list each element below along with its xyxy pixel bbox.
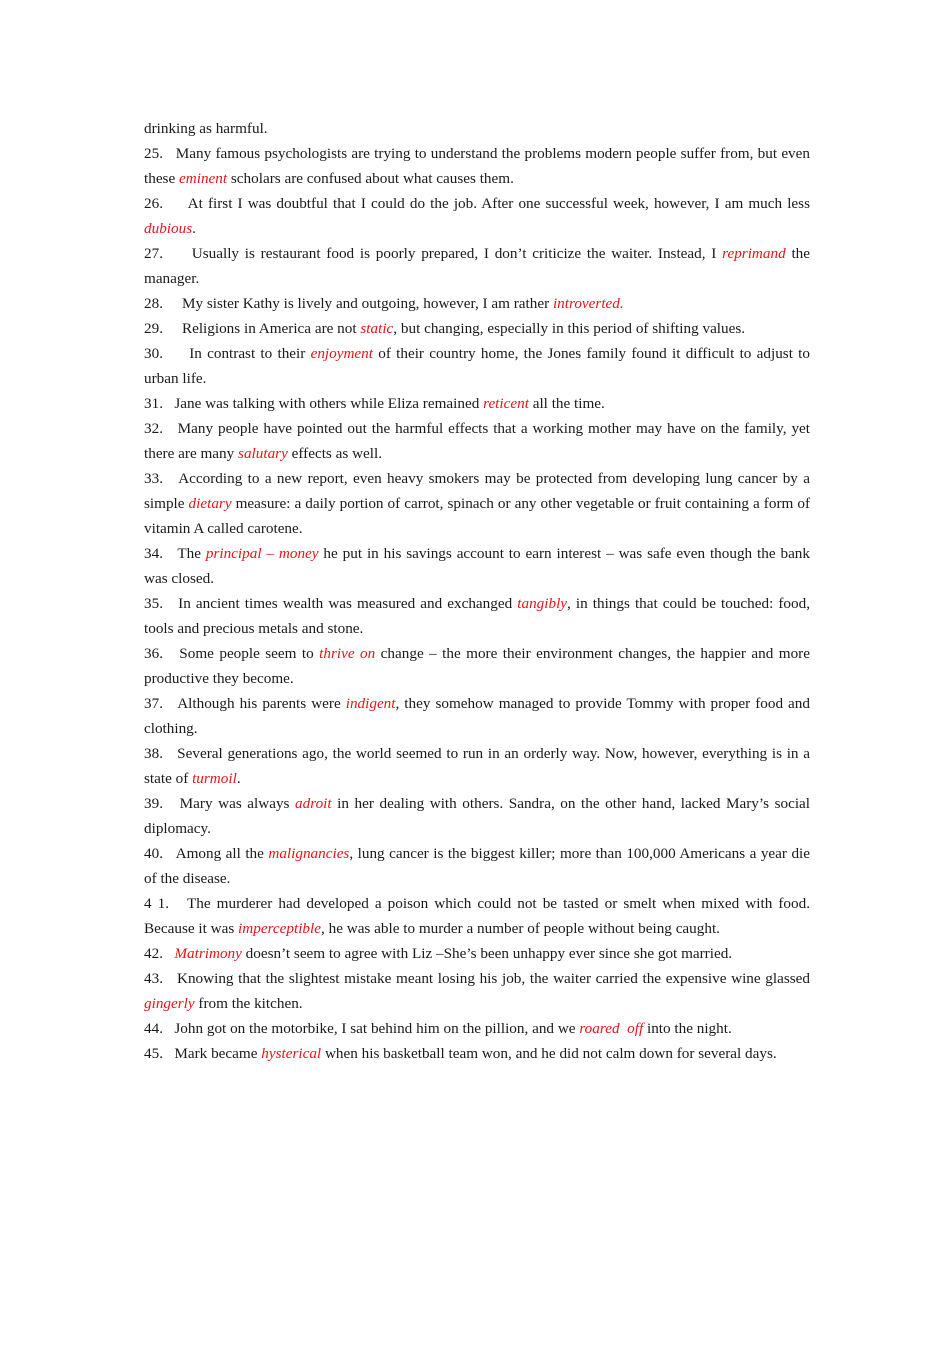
paragraph-text: 43. Knowing that the slightest mistake meant losing his job, the waiter carried the expensive wine glassed	[144, 970, 814, 987]
paragraph-text: 32. Many people have pointed out the harmful effects that a working mother may have on the family, yet there are many	[144, 420, 814, 462]
highlighted-term: hysterical	[261, 1045, 322, 1062]
highlighted-term: thrive on	[319, 645, 376, 662]
paragraph-text: he put in his savings account to earn interest – was safe even though the bank was closed.	[144, 545, 814, 587]
highlighted-term: salutary	[238, 445, 288, 462]
paragraph-text: measure: a daily portion of carrot, spinach or any other vegetable or fruit containing a form of vitamin A called carotene.	[144, 495, 814, 537]
paragraph	[144, 1041, 810, 1066]
highlighted-term: adroit	[295, 795, 332, 812]
paragraph	[144, 691, 814, 741]
paragraph	[144, 1016, 810, 1041]
highlighted-term: principal – money	[205, 545, 319, 562]
paragraph-text: 38. Several generations ago, the world seemed to run in an orderly way. Now, however, everything is in a state of	[144, 745, 814, 787]
highlighted-term: indigent	[345, 695, 396, 712]
highlighted-term: introverted.	[552, 295, 624, 312]
paragraph-text: , he was able to murder a number of people without being caught.	[321, 920, 720, 937]
paragraph-text: .	[236, 770, 241, 787]
paragraph	[144, 641, 814, 691]
paragraph-text: when his basketball team won, and he did not calm down for several days.	[321, 1045, 777, 1062]
paragraph-text: 42.	[144, 945, 175, 962]
highlighted-term: dietary	[188, 495, 232, 512]
paragraph	[144, 741, 814, 791]
highlighted-term: enjoyment	[310, 345, 373, 362]
paragraph-text: 37. Although his parents were	[144, 695, 346, 712]
paragraph-text: of their country home, the Jones family found it difficult to adjust to urban life.	[144, 345, 814, 387]
paragraph	[144, 591, 814, 641]
paragraph	[144, 141, 814, 191]
paragraph-text: 26. At first I was doubtful that I could do the job. After one successful week, however, I am much less	[144, 195, 814, 212]
paragraph	[144, 966, 814, 1016]
paragraph	[144, 316, 810, 341]
paragraph-text: , but changing, especially in this period of shifting values.	[393, 320, 746, 337]
paragraph-text: 35. In ancient times wealth was measured and exchanged	[144, 595, 518, 612]
paragraph-text: 25. Many famous psychologists are trying to understand the problems modern people suffer from, but even these	[144, 145, 814, 187]
paragraph-text: effects as well.	[287, 445, 383, 462]
paragraph	[144, 291, 810, 316]
paragraph	[144, 416, 814, 466]
paragraph	[144, 341, 814, 391]
paragraph-text: scholars are confused about what causes them.	[227, 170, 514, 187]
paragraph-text: 28. My sister Kathy is lively and outgoing, however, I am rather	[144, 295, 553, 312]
paragraph	[144, 541, 814, 591]
paragraph-text: 33. According to a new report, even heavy smokers may be protected from developing lung cancer by a simple	[144, 470, 814, 512]
paragraph-text: in her dealing with others. Sandra, on the other hand, lacked Mary’s social diplomacy.	[144, 795, 814, 837]
paragraph-text: all the time.	[528, 395, 605, 412]
highlighted-term: malignancies	[268, 845, 350, 862]
paragraph-text: .	[192, 220, 196, 237]
paragraph-text: , lung cancer is the biggest killer; more than 100,000 Americans a year die of the disease.	[144, 845, 814, 887]
paragraph-text: 34. The	[144, 545, 206, 562]
highlighted-term: eminent	[179, 170, 228, 187]
paragraph-text: 27. Usually is restaurant food is poorly prepared, I don’t criticize the waiter. Instead, I	[144, 245, 723, 262]
paragraph-text: doesn’t seem to agree with Liz –She’s been unhappy ever since she got married.	[241, 945, 733, 962]
paragraph-text: into the night.	[643, 1020, 732, 1037]
paragraph-text: 40. Among all the	[144, 845, 269, 862]
highlighted-term: reprimand	[722, 245, 786, 262]
highlighted-term: Matrimony	[174, 945, 242, 962]
highlighted-term: dubious	[144, 220, 193, 237]
paragraph-text: 45. Mark became	[144, 1045, 262, 1062]
paragraph-text: change – the more their environment changes, the happier and more productive they become.	[144, 645, 814, 687]
paragraph	[144, 391, 810, 416]
paragraph-text: 30. In contrast to their	[144, 345, 311, 362]
paragraph	[144, 891, 814, 941]
paragraph	[144, 791, 814, 841]
paragraph	[144, 191, 814, 241]
paragraph	[144, 941, 810, 966]
paragraph-text: 31. Jane was talking with others while Eliza remained	[144, 395, 484, 412]
highlighted-term: turmoil	[192, 770, 237, 787]
paragraph-text: , they somehow managed to provide Tommy with proper food and clothing.	[144, 695, 814, 737]
highlighted-term: imperceptible	[238, 920, 321, 937]
paragraph-text: 44. John got on the motorbike, I sat behind him on the pillion, and we	[144, 1020, 580, 1037]
paragraph	[144, 841, 814, 891]
paragraph-text: drinking as harmful.	[144, 120, 268, 137]
document-page	[144, 116, 814, 1066]
paragraph	[144, 241, 814, 291]
paragraph-text: , in things that could be touched: food, tools and precious metals and stone.	[144, 595, 814, 637]
paragraph-text: 29. Religions in America are not	[144, 320, 361, 337]
highlighted-term: reticent	[483, 395, 529, 412]
highlighted-term: static	[360, 320, 394, 337]
paragraph-text: from the kitchen.	[194, 995, 303, 1012]
highlighted-term: roared off	[579, 1020, 644, 1037]
paragraph-text: the manager.	[144, 245, 814, 287]
paragraph	[144, 466, 814, 541]
paragraph-text: 39. Mary was always	[144, 795, 296, 812]
highlighted-term: gingerly	[144, 995, 195, 1012]
paragraph-text: 4 1. The murderer had developed a poison which could not be tasted or smelt when mixed with food. Because it was	[144, 895, 814, 937]
paragraph-text: 36. Some people seem to	[144, 645, 320, 662]
highlighted-term: tangibly	[517, 595, 568, 612]
paragraph	[144, 116, 810, 141]
